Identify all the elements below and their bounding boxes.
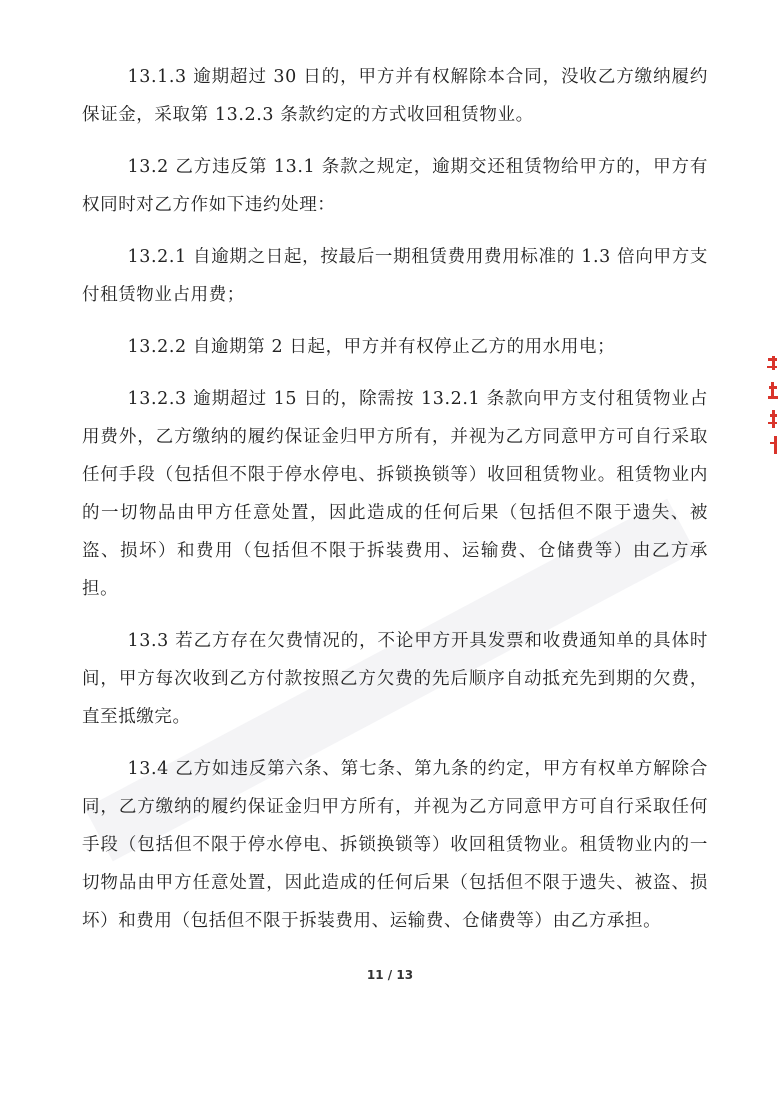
clause-13-4: 13.4 乙方如违反第六条、第七条、第九条的约定，甲方有权单方解除合同，乙方缴纳的履约保证金归甲方所有，并视为乙方同意甲方可自行采取任何手段（包括但不限于停水停电、拆锁换锁等）收回租赁物业。租赁物业内的一切物品由甲方任意处置，因此造成的任何后果（包括但不限于遗失、被盗、损坏）和费用（包括但不限于拆装费用、运输费、仓储费等）由乙方承担。 bbox=[82, 759, 708, 931]
page-number: 11 / 13 bbox=[366, 968, 414, 982]
clause-13-2-1: 13.2.1 自逾期之日起，按最后一期租赁费用费用标准的 1.3 倍向甲方支付租赁物业占用费； bbox=[82, 247, 708, 305]
seal-stamp-edge bbox=[760, 352, 780, 460]
document-body bbox=[82, 58, 708, 954]
clause-13-2: 13.2 乙方违反第 13.1 条款之规定，逾期交还租赁物给甲方的，甲方有权同时对乙方作如下违约处理： bbox=[82, 157, 708, 215]
clause-13-2-3: 13.2.3 逾期超过 15 日的，除需按 13.2.1 条款向甲方支付租赁物业占用费外，乙方缴纳的履约保证金归甲方所有，并视为乙方同意甲方可自行采取任何手段（包括但不限于停水停电、拆锁换锁等）收回租赁物业。租赁物业内的一切物品由甲方任意处置，因此造成的任何后果（包括但不限于遗失、被盗、损坏）和费用（包括但不限于拆装费用、运输费、仓储费等）由乙方承担。 bbox=[82, 389, 708, 599]
clause-13-1-3: 13.1.3 逾期超过 30 日的，甲方并有权解除本合同，没收乙方缴纳履约保证金，采取第 13.2.3 条款约定的方式收回租赁物业。 bbox=[82, 67, 708, 125]
clause-13-2-2: 13.2.2 自逾期第 2 日起，甲方并有权停止乙方的用水用电； bbox=[127, 337, 616, 357]
clause-13-3: 13.3 若乙方存在欠费情况的，不论甲方开具发票和收费通知单的具体时间，甲方每次收到乙方付款按照乙方欠费的先后顺序自动抵充先到期的欠费，直至抵缴完。 bbox=[82, 631, 708, 727]
